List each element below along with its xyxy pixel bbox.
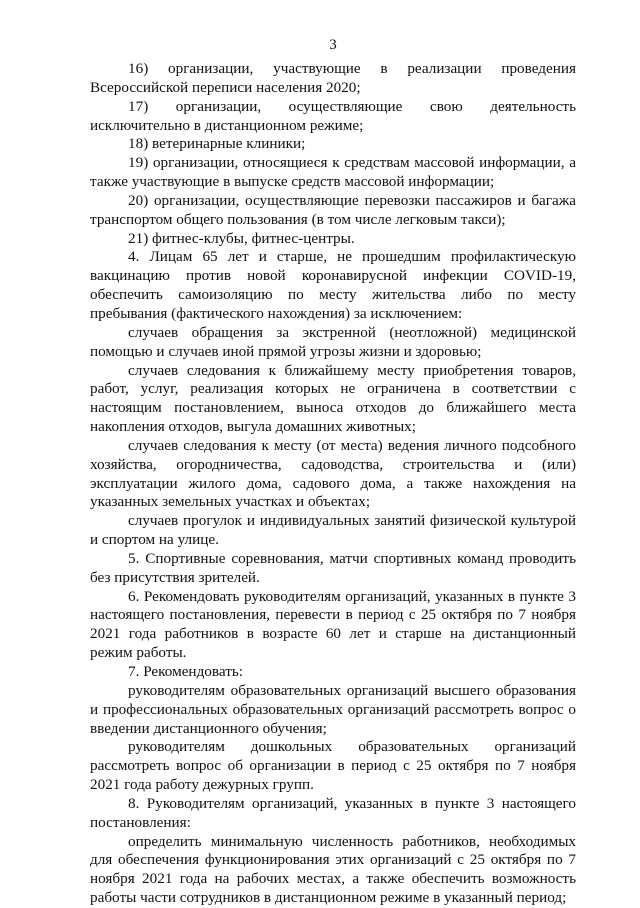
paragraph-clause-7: 7. Рекомендовать: (128, 663, 243, 680)
paragraph-exception-walks: случаев прогулок и индивидуальных занятий физической культурой и спортом на улице. (90, 512, 576, 549)
paragraph-item-16: 16) организации, участвующие в реализации проведения Всероссийской переписи населения 2020; (90, 60, 576, 96)
paragraph-exception-shopping: случаев следования к ближайшему месту приобретения товаров, работ, услуг, реализация которых не ограничена в соответствии с настоящим постановлением, выноса отходов до ближайшего места накопления отходов, выгула домашних животных; (90, 361, 576, 436)
paragraph-item-18: 18) ветеринарные клиники; (128, 135, 306, 153)
paragraph-item-20: 20) организации, осуществляющие перевозки пассажиров и багажа транспортом общего пользования (в том числе легковым такси); (90, 191, 576, 228)
paragraph-item-17: 17) организации, осуществляющие свою деятельность исключительно в дистанционном режиме; (90, 97, 576, 134)
paragraph-clause-8: 8. Руководителям организаций, указанных в пункте 3 настоящего постановления: (90, 794, 576, 831)
paragraph-exception-emergency: случаев обращения за экстренной (неотложной) медицинской помощью и случаев иной прямой угрозы жизни и здоровью; (90, 323, 576, 360)
page-number: 3 (329, 37, 337, 53)
paragraph-staffing: определить минимальную численность работников, необходимых для обеспечения функционирования этих организаций с 25 октября по 7 ноября 2021 года на рабочих местах, а также обеспечить возможность работы части сотрудников в дистанционном режиме в указанный период; (90, 832, 576, 907)
paragraph-higher-education: руководителям образовательных организаций высшего образования и профессиональных образовательных организаций рассмотреть вопрос о введении дистанционного обучения; (90, 681, 576, 737)
paragraph-clause-4: 4. Лицам 65 лет и старше, не прошедшим профилактическую вакцинацию против новой коронавирусной инфекции COVID-19, обеспечить самоизоляцию по месту жительства либо по месту пребывания (фактического нахождения) за исключением: (90, 248, 576, 322)
paragraph-clause-6: 6. Рекомендовать руководителям организаций, указанных в пункте 3 настоящего постановления, перевести в период с 25 октября по 7 ноября 2021 года работников в возрасте 60 лет и старше на дистанционный режим работы. (90, 587, 576, 662)
paragraph-item-19: 19) организации, относящиеся к средствам массовой информации, а также участвующие в выпуске средств массовой информации; (90, 154, 576, 191)
document-body (90, 60, 576, 908)
paragraph-exception-household: случаев следования к месту (от места) ведения личного подсобного хозяйства, огородничества, садоводства, строительства и (или) эксплуатации жилого дома, садового дома, а также нахождения на указанных земельных участках и объектах; (90, 436, 576, 511)
paragraph-item-21: 21) фитнес-клубы, фитнес-центры. (128, 229, 355, 247)
paragraph-preschool: руководителям дошкольных образовательных организаций рассмотреть вопрос об организации в период с 25 октября по 7 ноября 2021 года работу дежурных групп. (90, 738, 576, 794)
paragraph-clause-5: 5. Спортивные соревнования, матчи спортивных команд проводить без присутствия зрителей. (90, 549, 576, 586)
